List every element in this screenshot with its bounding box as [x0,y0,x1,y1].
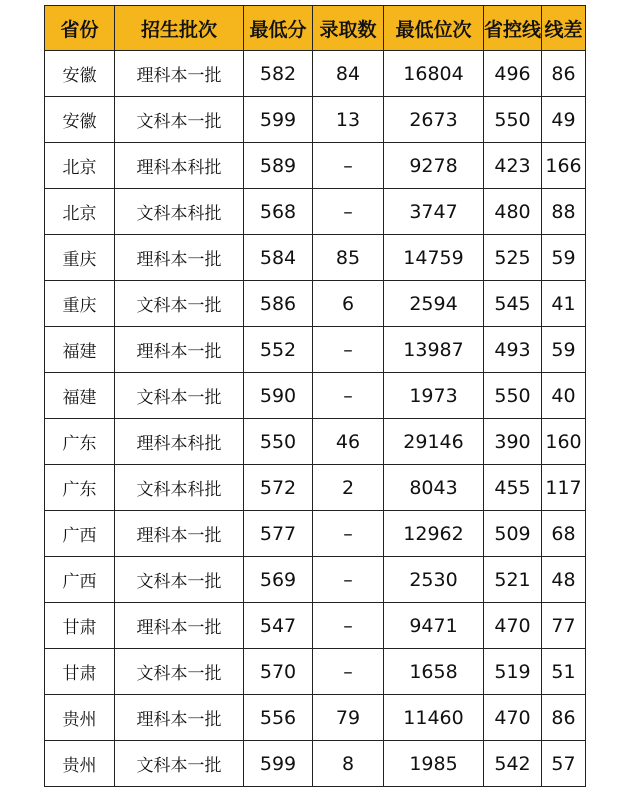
table-row [45,51,586,97]
cell-admitted-count: 46 [313,419,384,465]
cell-min-rank: 1658 [384,649,484,695]
cell-min-score: 547 [244,603,313,649]
cell-province: 北京 [45,189,115,235]
table-row [45,741,586,787]
cell-min-score: 552 [244,327,313,373]
cell-control-line: 480 [484,189,542,235]
cell-admitted-count: – [313,373,384,419]
cell-province: 贵州 [45,741,115,787]
cell-control-line: 542 [484,741,542,787]
cell-admitted-count: 8 [313,741,384,787]
cell-min-score: 584 [244,235,313,281]
cell-province: 重庆 [45,281,115,327]
cell-admitted-count: 79 [313,695,384,741]
header-control-line: 省控线 [484,6,542,51]
cell-admitted-count: – [313,511,384,557]
cell-line-difference: 48 [542,557,586,603]
cell-batch: 文科本一批 [115,557,244,603]
table-row [45,143,586,189]
cell-line-difference: 86 [542,51,586,97]
cell-min-score: 589 [244,143,313,189]
cell-line-difference: 160 [542,419,586,465]
cell-province: 广西 [45,511,115,557]
cell-province: 甘肃 [45,649,115,695]
cell-line-difference: 166 [542,143,586,189]
cell-batch: 理科本一批 [115,327,244,373]
table-row [45,419,586,465]
cell-province: 广东 [45,465,115,511]
cell-min-rank: 8043 [384,465,484,511]
cell-min-rank: 14759 [384,235,484,281]
cell-batch: 文科本一批 [115,373,244,419]
table-row [45,557,586,603]
cell-province: 北京 [45,143,115,189]
cell-admitted-count: – [313,557,384,603]
cell-line-difference: 49 [542,97,586,143]
cell-line-difference: 68 [542,511,586,557]
cell-batch: 文科本科批 [115,189,244,235]
cell-min-score: 570 [244,649,313,695]
cell-admitted-count: 85 [313,235,384,281]
cell-admitted-count: – [313,327,384,373]
cell-min-score: 569 [244,557,313,603]
cell-line-difference: 51 [542,649,586,695]
cell-province: 福建 [45,373,115,419]
cell-min-rank: 16804 [384,51,484,97]
table-row [45,649,586,695]
cell-min-rank: 3747 [384,189,484,235]
cell-line-difference: 77 [542,603,586,649]
cell-min-score: 572 [244,465,313,511]
cell-control-line: 390 [484,419,542,465]
header-line-difference: 线差 [542,6,586,51]
table-row [45,189,586,235]
cell-min-rank: 2594 [384,281,484,327]
cell-admitted-count: – [313,189,384,235]
cell-min-score: 550 [244,419,313,465]
cell-batch: 理科本一批 [115,51,244,97]
cell-line-difference: 117 [542,465,586,511]
cell-min-rank: 29146 [384,419,484,465]
header-batch: 招生批次 [115,6,244,51]
header-min-score: 最低分 [244,6,313,51]
cell-control-line: 455 [484,465,542,511]
table-row [45,695,586,741]
cell-min-score: 599 [244,741,313,787]
cell-province: 安徽 [45,97,115,143]
table-row [45,373,586,419]
cell-admitted-count: 2 [313,465,384,511]
header-min-rank: 最低位次 [384,6,484,51]
cell-batch: 理科本一批 [115,603,244,649]
table-row [45,327,586,373]
cell-control-line: 519 [484,649,542,695]
header-province: 省份 [45,6,115,51]
cell-batch: 文科本一批 [115,649,244,695]
cell-control-line: 545 [484,281,542,327]
cell-batch: 文科本一批 [115,97,244,143]
cell-line-difference: 59 [542,235,586,281]
cell-batch: 文科本科批 [115,465,244,511]
cell-line-difference: 40 [542,373,586,419]
cell-admitted-count: – [313,603,384,649]
cell-min-score: 586 [244,281,313,327]
cell-control-line: 550 [484,97,542,143]
cell-min-rank: 12962 [384,511,484,557]
cell-admitted-count: 84 [313,51,384,97]
cell-province: 安徽 [45,51,115,97]
cell-province: 重庆 [45,235,115,281]
cell-admitted-count: 6 [313,281,384,327]
cell-batch: 文科本一批 [115,741,244,787]
cell-control-line: 470 [484,603,542,649]
table-row [45,235,586,281]
cell-line-difference: 57 [542,741,586,787]
cell-min-score: 577 [244,511,313,557]
cell-control-line: 423 [484,143,542,189]
cell-min-score: 556 [244,695,313,741]
cell-province: 福建 [45,327,115,373]
table-row [45,465,586,511]
cell-control-line: 470 [484,695,542,741]
cell-min-score: 599 [244,97,313,143]
cell-control-line: 493 [484,327,542,373]
table-row [45,603,586,649]
header-admitted-count: 录取数 [313,6,384,51]
cell-line-difference: 59 [542,327,586,373]
cell-min-rank: 9471 [384,603,484,649]
cell-batch: 理科本科批 [115,419,244,465]
cell-line-difference: 41 [542,281,586,327]
cell-batch: 理科本一批 [115,511,244,557]
cell-min-rank: 2673 [384,97,484,143]
cell-admitted-count: – [313,649,384,695]
cell-min-score: 590 [244,373,313,419]
cell-min-rank: 9278 [384,143,484,189]
cell-control-line: 521 [484,557,542,603]
cell-min-rank: 1973 [384,373,484,419]
cell-control-line: 550 [484,373,542,419]
cell-batch: 理科本一批 [115,695,244,741]
cell-admitted-count: 13 [313,97,384,143]
cell-line-difference: 88 [542,189,586,235]
cell-min-rank: 2530 [384,557,484,603]
cell-province: 甘肃 [45,603,115,649]
cell-line-difference: 86 [542,695,586,741]
cell-batch: 理科本一批 [115,235,244,281]
cell-control-line: 509 [484,511,542,557]
cell-min-score: 582 [244,51,313,97]
cell-batch: 理科本科批 [115,143,244,189]
cell-control-line: 496 [484,51,542,97]
table-header-row [45,6,586,51]
cell-control-line: 525 [484,235,542,281]
cell-batch: 文科本一批 [115,281,244,327]
table-row [45,281,586,327]
table-row [45,511,586,557]
cell-province: 广东 [45,419,115,465]
cell-province: 贵州 [45,695,115,741]
cell-min-score: 568 [244,189,313,235]
admission-score-table [44,5,586,787]
cell-province: 广西 [45,557,115,603]
cell-min-rank: 1985 [384,741,484,787]
cell-admitted-count: – [313,143,384,189]
cell-min-rank: 11460 [384,695,484,741]
table-row [45,97,586,143]
cell-min-rank: 13987 [384,327,484,373]
